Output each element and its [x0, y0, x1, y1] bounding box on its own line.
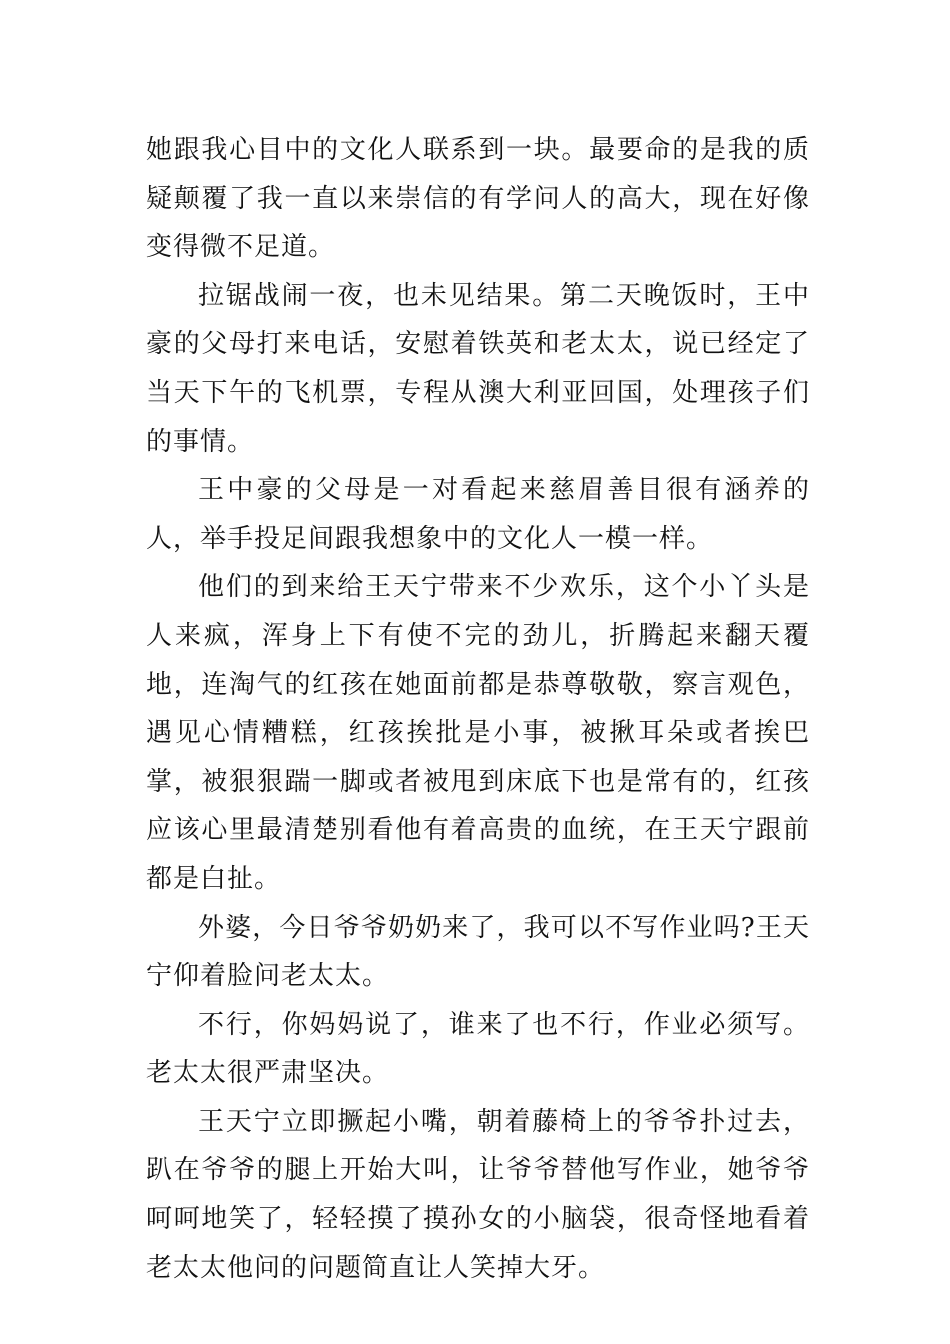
paragraph-1: 她跟我心目中的文化人联系到一块。最要命的是我的质疑颠覆了我一直以来崇信的有学问人的高大，现在好像变得微不足道。 [146, 135, 810, 263]
paragraph-4: 他们的到来给王天宁带来不少欢乐，这个小丫头是人来疯，浑身上下有使不完的劲儿，折腾起来翻天覆地，连淘气的红孩在她面前都是恭尊敬敬，察言观色，遇见心情糟糕，红孩挨批是小事，被揪耳朵或者挨巴掌，被狠狠踹一脚或者被甩到床底下也是常有的，红孩应该心里最清楚别看他有着高贵的血统，在王天宁跟前都是白扯。 [146, 572, 810, 894]
paragraph-2: 拉锯战闹一夜，也未见结果。第二天晚饭时，王中豪的父母打来电话，安慰着铁英和老太太，说已经定了当天下午的飞机票，专程从澳大利亚回国，处理孩子们的事情。 [146, 280, 810, 457]
paragraph-5: 外婆，今日爷爷奶奶来了，我可以不写作业吗?王天宁仰着脸问老太太。 [146, 912, 810, 992]
paragraph-6: 不行，你妈妈说了，谁来了也不行，作业必须写。老太太很严肃坚决。 [146, 1009, 810, 1089]
paragraph-3: 王中豪的父母是一对看起来慈眉善目很有涵养的人，举手投足间跟我想象中的文化人一模一样。 [146, 475, 810, 554]
paragraph-7: 王天宁立即撅起小嘴，朝着藤椅上的爷爷扑过去，趴在爷爷的腿上开始大叫，让爷爷替他写作业，她爷爷呵呵地笑了，轻轻摸了摸孙女的小脑袋，很奇怪地看着老太太他问的问题简直让人笑掉大牙。 [146, 1106, 810, 1283]
body-text [146, 126, 810, 1292]
